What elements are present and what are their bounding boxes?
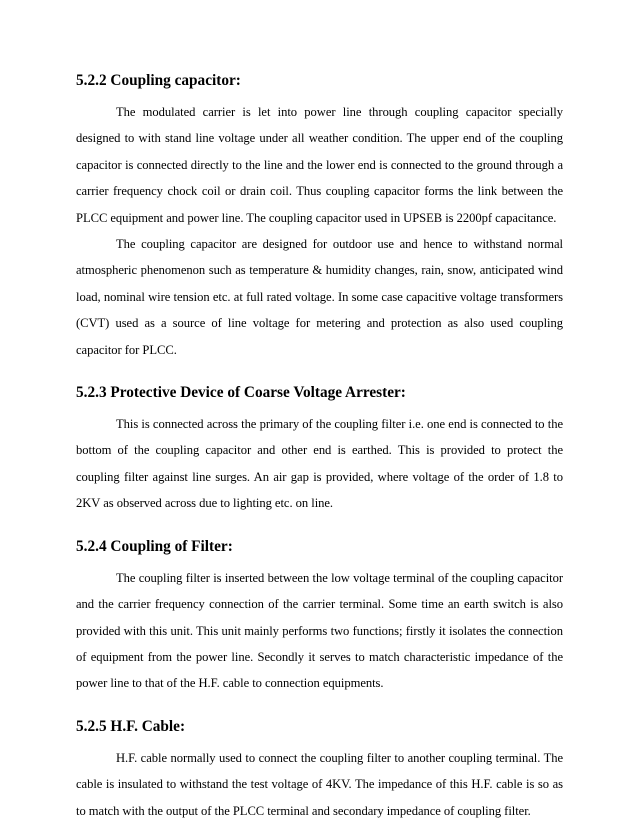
document-page <box>76 71 563 824</box>
section-spacer <box>76 517 563 537</box>
section-paragraph: H.F. cable normally used to connect the coupling filter to another coupling terminal. The cable is insulated to withstand the test voltage of 4KV. The impedance of this H.F. cable is so as to match with the output of the PLCC terminal and secondary impedance of coupling filter. <box>76 750 563 818</box>
section-heading: 5.2.3 Protective Device of Coarse Voltage Arrester: <box>76 384 406 402</box>
section-paragraph: This is connected across the primary of the coupling filter i.e. one end is connected to the bottom of the coupling capacitor and other end is earthed. This is provided to protect the coupling filter against line surges. An air gap is provided, where voltage of the order of 1.8 to 2KV as observed across due to lighting etc. on line. <box>76 417 563 511</box>
section-paragraph: The modulated carrier is let into power line through coupling capacitor specially designed to with stand line voltage under all weather condition. The upper end of the coupling capacitor is connected directly to the line and the lower end is connected to the ground through a carrier frequency chock coil or drain coil. Thus coupling capacitor forms the link between the PLCC equipment and power line. The coupling capacitor used in UPSEB is 2200pf capacitance. <box>76 105 563 225</box>
section-heading: 5.2.2 Coupling capacitor: <box>76 72 241 89</box>
section-paragraph: The coupling capacitor are designed for outdoor use and hence to withstand normal atmospheric phenomenon such as temperature & humidity changes, rain, snow, anticipated wind load, nominal wire tension etc. at full rated voltage. In some case capacitive voltage transformers (CVT) used as a source of line voltage for metering and protection as also used coupling capacitor for PLCC. <box>76 237 563 357</box>
section-hf-cable <box>76 717 563 824</box>
section-coupling-capacitor <box>76 71 563 363</box>
section-heading: 5.2.5 H.F. Cable: <box>76 717 186 735</box>
section-paragraph: The coupling filter is inserted between the low voltage terminal of the coupling capacitor and the carrier frequency connection of the carrier terminal. Some time an earth switch is also provided with this unit. This unit mainly performs two functions; firstly it isolates the connection of equipment from the power line. Secondly it serves to match characteristic impedance of the power line to that of the H.F. cable to connection equipments. <box>76 570 563 691</box>
section-coupling-filter <box>76 537 563 697</box>
section-heading: 5.2.4 Coupling of Filter: <box>76 537 233 555</box>
section-protective-device <box>76 383 563 517</box>
section-spacer <box>76 697 563 717</box>
section-spacer <box>76 363 563 383</box>
